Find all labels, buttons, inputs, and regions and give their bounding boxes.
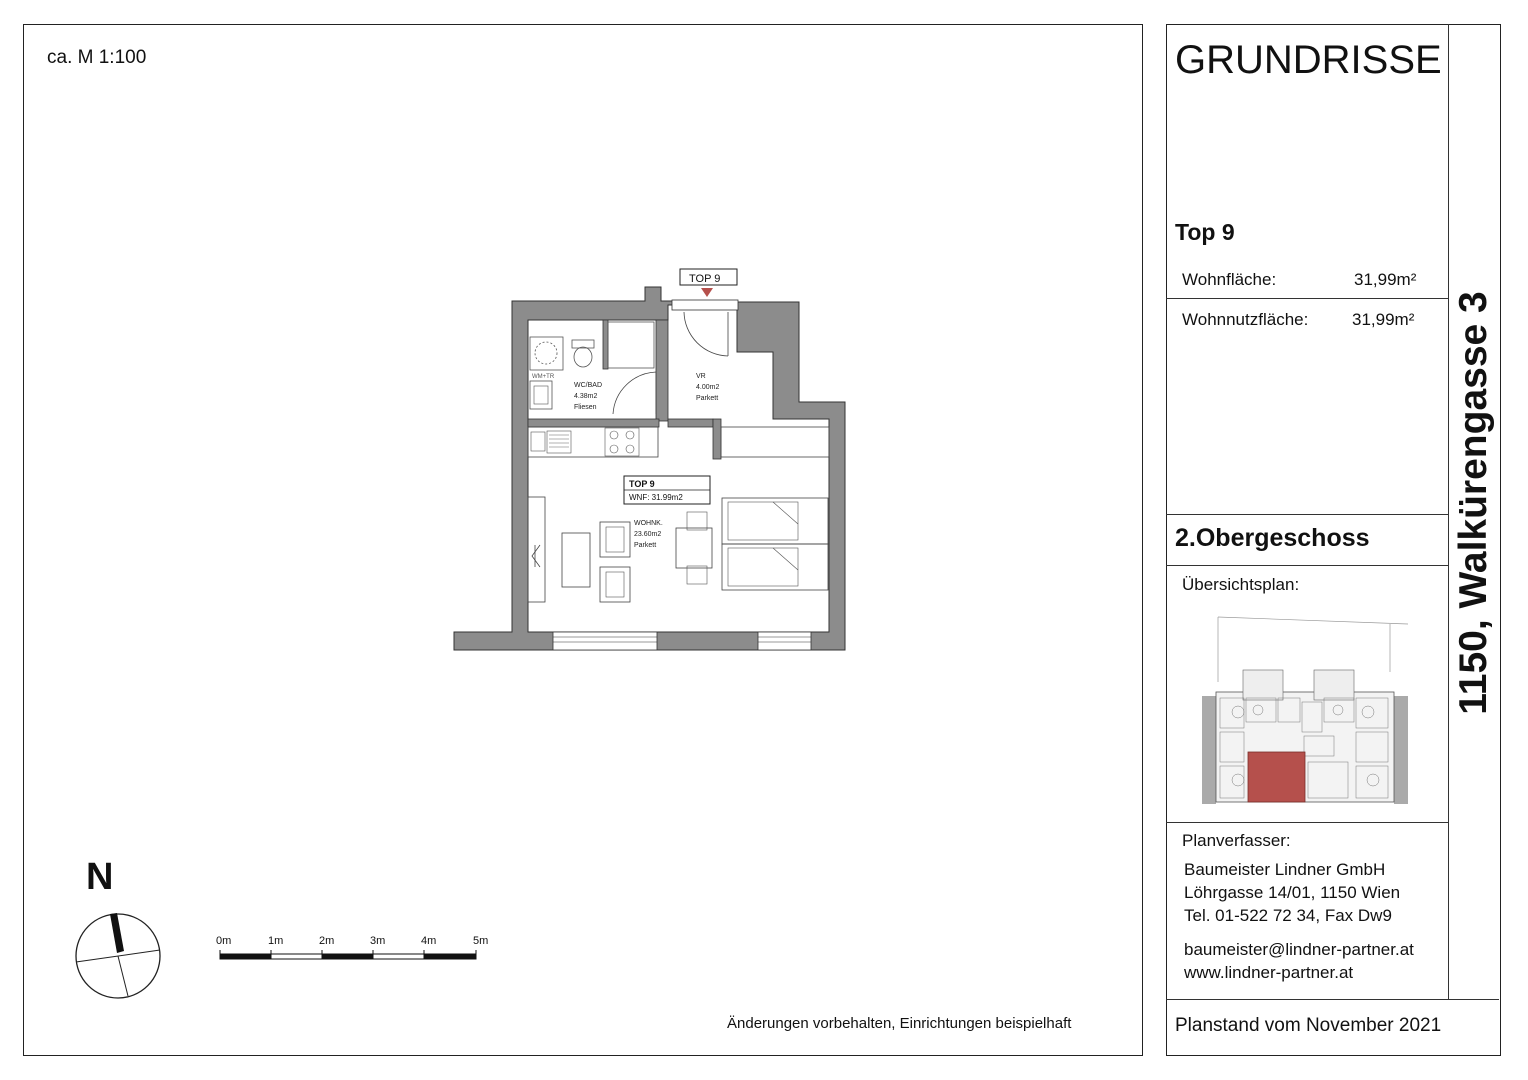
section-divider — [1166, 565, 1448, 566]
titleblock-divider — [1448, 24, 1449, 999]
disclaimer: Änderungen vorbehalten, Einrichtungen beispielhaft — [727, 1015, 1072, 1032]
room-wc-area: 4.38m2 — [574, 393, 598, 400]
partition-wall — [656, 320, 668, 421]
room-wohnk-area: 23.60m2 — [634, 531, 662, 538]
area-value: 31,99m² — [1354, 270, 1417, 289]
compass-icon — [72, 910, 164, 1002]
room-wohnk-name: WOHNK. — [634, 520, 663, 527]
unit-label: TOP 9 — [629, 479, 655, 489]
scale-tick-label: 3m — [370, 935, 386, 947]
partition-wall — [603, 320, 608, 369]
appliance-label: WM+TR — [532, 374, 555, 380]
unit-area: WNF: 31.99m2 — [629, 493, 683, 502]
area-value: 31,99m² — [1352, 310, 1415, 329]
partition-wall — [668, 419, 713, 427]
floor-plan — [440, 262, 860, 662]
planner-website[interactable]: www.lindner-partner.at — [1184, 963, 1354, 982]
area-label: Wohnfläche: — [1182, 270, 1277, 289]
page-title: GRUNDRISSE — [1175, 38, 1442, 82]
partition-wall — [528, 419, 659, 427]
section-divider — [1166, 822, 1448, 823]
scale-tick-label: 1m — [268, 935, 284, 947]
address-vertical: 1150, Walkürengasse 3 — [1452, 291, 1495, 715]
planner-email[interactable]: baumeister@lindner-partner.at — [1184, 940, 1414, 959]
room-vr-floor: Parkett — [696, 395, 719, 402]
overview-plan — [1198, 612, 1413, 807]
scale-tick-label: 2m — [319, 935, 335, 947]
window — [553, 632, 657, 650]
plan-date: Planstand vom November 2021 — [1175, 1015, 1442, 1036]
entrance-marker-icon — [701, 288, 713, 297]
room-vr-area: 4.00m2 — [696, 384, 720, 391]
section-divider — [1166, 514, 1448, 515]
highlighted-unit — [1248, 752, 1305, 802]
north-label: N — [86, 856, 114, 898]
planner-company: Baumeister Lindner GmbH — [1184, 860, 1386, 879]
scale-tick-label: 4m — [421, 935, 437, 947]
area-label: Wohnnutzfläche: — [1182, 310, 1309, 329]
partition-wall — [713, 419, 721, 459]
room-wc-name: WC/BAD — [574, 382, 602, 389]
scale-note: ca. M 1:100 — [47, 47, 147, 68]
row-divider — [1166, 298, 1448, 299]
scale-bar — [210, 928, 500, 968]
section-divider — [1166, 999, 1499, 1000]
floor-heading: 2.Obergeschoss — [1175, 524, 1370, 552]
window — [758, 632, 811, 650]
planner-address: Löhrgasse 14/01, 1150 Wien — [1184, 883, 1401, 902]
scale-tick-label: 0m — [216, 935, 232, 947]
planner-phone: Tel. 01-522 72 34, Fax Dw9 — [1184, 906, 1392, 925]
entrance-tag: TOP 9 — [689, 273, 721, 285]
room-wc-floor: Fliesen — [574, 404, 597, 411]
unit-heading: Top 9 — [1175, 219, 1235, 245]
planner-heading: Planverfasser: — [1182, 831, 1291, 850]
overview-label: Übersichtsplan: — [1182, 575, 1300, 594]
room-wohnk-floor: Parkett — [634, 542, 657, 549]
scale-tick-label: 5m — [473, 935, 489, 947]
room-vr-name: VR — [696, 373, 706, 380]
